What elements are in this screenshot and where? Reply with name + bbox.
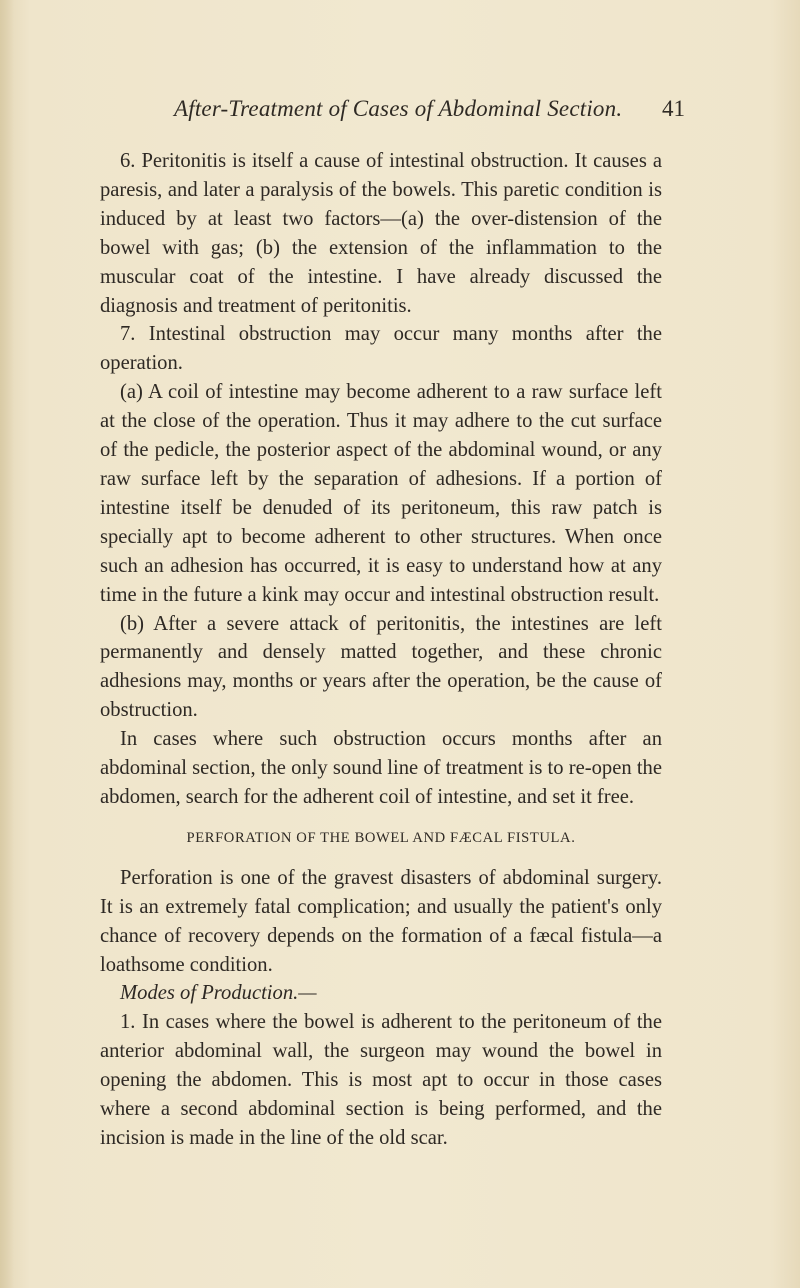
page-binding-shadow <box>0 0 14 1288</box>
paragraph-6-peritonitis: 6. Peritonitis is itself a cause of intestinal obstruction. It causes a paresis, and later a paralysis of the bowels. This paretic condition is induced by at least two factors—(a) the over-distension of the bowel with gas; (b) the extension of the inflammation to the muscular coat of the intestine. I have already discussed the diagnosis and treatment of peritonitis. <box>100 150 662 317</box>
paragraph-perforation: Perforation is one of the gravest disasters of abdominal surgery. It is an extremely fatal complication; and usually the patient's only chance of recovery depends on the formation of a fæcal fistula—a loathsome condition. <box>100 866 662 976</box>
section-heading: PERFORATION OF THE BOWEL AND FÆCAL FISTULA. <box>186 829 576 846</box>
subheading-modes: Modes of Production.— <box>120 982 317 1005</box>
page-number: 41 <box>662 96 685 121</box>
paragraph-7b-peritonitis: (b) After a severe attack of peritonitis, the intestines are left permanently and densely matted together, and these chronic adhesions may, months or years after the operation, be the cause of obstruction. <box>100 612 662 722</box>
running-title: After-Treatment of Cases of Abdominal Section. <box>174 96 623 121</box>
paragraph-mode-1: 1. In cases where the bowel is adherent to the peritoneum of the anterior abdominal wall, the surgeon may wound the bowel in opening the abdomen. This is most apt to occur in those cases where a second abdominal section is being performed, and the incision is made in the line of the old scar. <box>100 1011 662 1149</box>
paragraph-7-obstruction: 7. Intestinal obstruction may occur many months after the operation. <box>100 323 662 375</box>
running-head <box>0 96 800 136</box>
body-text <box>100 147 662 1153</box>
paragraph-7a-coil: (a) A coil of intestine may become adherent to a raw surface left at the close of the operation. Thus it may adhere to the cut surface of the pedicle, the posterior aspect of the abdominal wound, or any raw surface left by the separation of adhesions. If a portion of intestine itself be denuded of its peritoneum, this raw patch is specially apt to become adherent to other structures. When once such an adhesion has occurred, it is easy to understand how at any time in the future a kink may occur and intestinal obstruction result. <box>100 381 662 606</box>
paragraph-treatment: In cases where such obstruction occurs months after an abdominal section, the only sound line of treatment is to re-open the abdomen, search for the adherent coil of intestine, and set it free. <box>100 728 662 808</box>
